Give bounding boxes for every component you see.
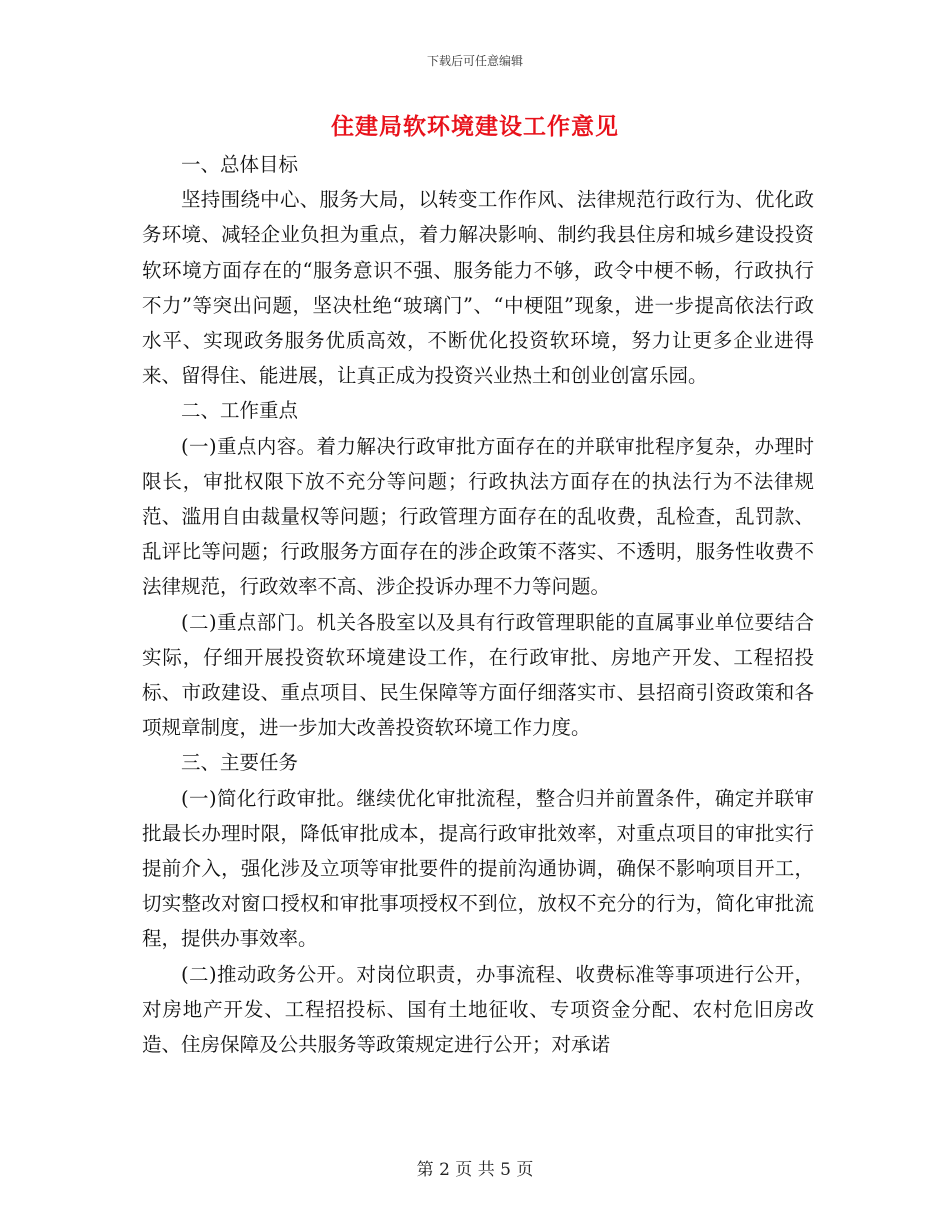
paragraph: (一)简化行政审批。继续优化审批流程，整合归并前置条件，确定并联审批最长办理时限，降低审批成本，提高行政审批效率，对重点项目的审批实行提前介入，强化涉及立项等审批要件的提前沟通协调，确保不影响项目开工，切实整改对窗口授权和审批事项授权不到位，放权不充分的行为，简化审批流程，提供办事效率。 [142,786,814,951]
paragraph: 坚持围绕中心、服务大局，以转变工作作风、法律规范行政行为、优化政务环境、减轻企业负担为重点，着力解决影响、制约我县住房和城乡建设投资软环境方面存在的“服务意识不强、服务能力不够，政令中梗不畅，行政执行不力”等突出问题，坚决杜绝“玻璃门”、“中梗阻”现象，进一步提高依法行政水平、实现政务服务优质高效，不断优化投资软环境，努力让更多企业进得来、留得住、能进展，让真正成为投资兴业热土和创业创富乐园。 [142,188,814,388]
page-footer: 第 2 页 共 5 页 [416,1160,534,1180]
document-body [142,147,814,1062]
paragraph: (二)推动政务公开。对岗位职责，办事流程、收费标准等事项进行公开，对房地产开发、工程招投标、国有土地征收、专项资金分配、农村危旧房改造、住房保障及公共服务等政策规定进行公开；对承诺 [142,962,814,1057]
section-heading-3: 三、主要任务 [181,751,299,775]
document-title: 住建局软环境建设工作意见 [331,114,619,140]
section-heading-1: 一、总体目标 [181,153,299,176]
paragraph: (一)重点内容。着力解决行政审批方面存在的并联审批程序复杂，办理时限长，审批权限下放不充分等问题；行政执法方面存在的执法行为不法律规范、滥用自由裁量权等问题；行政管理方面存在的乱收费，乱检查，乱罚款、乱评比等问题；行政服务方面存在的涉企政策不落实、不透明，服务性收费不法律规范，行政效率不高、涉企投诉办理不力等问题。 [142,434,814,599]
section-heading-2: 二、工作重点 [181,399,299,423]
page-header: 下载后可任意编辑 [426,54,523,68]
paragraph: (二)重点部门。机关各股室以及具有行政管理职能的直属事业单位要结合实际，仔细开展投资软环境建设工作，在行政审批、房地产开发、工程招投标、市政建设、重点项目、民生保障等方面仔细落实市、县招商引资政策和各项规章制度，进一步加大改善投资软环境工作力度。 [142,610,814,740]
